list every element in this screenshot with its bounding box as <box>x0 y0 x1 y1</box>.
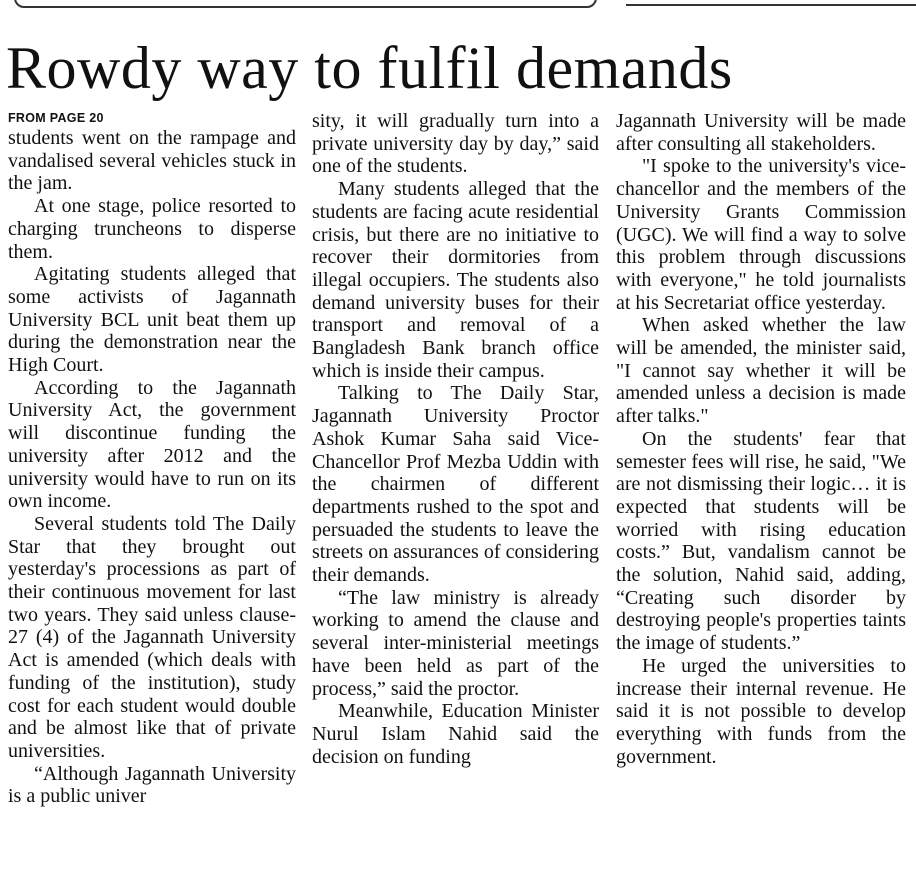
paragraph: Several students told The Daily Star that they brought out yesterday's processions as part of their continuous movement for last two years. They said unless clause-27 (4) of the Jagannath University Act is amended (which deals with funding of the institution), study cost for each student would double and be almost like that of private universities. <box>8 512 296 762</box>
article-column-2 <box>312 110 599 883</box>
paragraph: When asked whether the law will be amended, the minister said, "I cannot say whether it will be amended unless a decision is made after talks." <box>616 314 906 428</box>
paragraph: “Although Jagannath University is a public univer <box>8 762 296 808</box>
article-column-1 <box>8 110 296 883</box>
paragraph: “The law ministry is already working to amend the clause and several inter-ministerial meetings have been held as part of the process,” said the proctor. <box>312 586 599 700</box>
paragraph: Talking to The Daily Star, Jagannath University Proctor Ashok Kumar Saha said Vice-Chancellor Prof Mezba Uddin with the chairmen of different departments rushed to the spot and persuaded the students to leave the streets on assurances of considering their demands. <box>312 382 599 587</box>
paragraph: Agitating students alleged that some activists of Jagannath University BCL unit beat them up during the demonstration near the High Court. <box>8 263 296 377</box>
paragraph: At one stage, police resorted to charging truncheons to disperse them. <box>8 195 296 263</box>
paragraph: sity, it will gradually turn into a private university day by day,” said one of the students. <box>312 110 599 178</box>
paragraph: students went on the rampage and vandalised several vehicles stuck in the jam. <box>8 127 296 195</box>
paragraph: "I spoke to the university's vice-chancellor and the members of the University Grants Commission (UGC). We will find a way to solve this problem through discussions with everyone," he told journalists at his Secretariat office yesterday. <box>616 155 906 314</box>
article-column-3 <box>616 110 906 883</box>
paragraph: According to the Jagannath University Act, the government will discontinue funding the university after 2012 and the university would have to run on its own income. <box>8 376 296 513</box>
headline: Rowdy way to fulfil demands <box>6 35 733 101</box>
paragraph: He urged the universities to increase their internal revenue. He said it is not possible to develop everything with funds from the government. <box>616 654 906 768</box>
paragraph: On the students' fear that semester fees will rise, he said, "We are not dismissing their logic… it is expected that students will be worried with rising education costs.” But, vandalism cannot be the solution, Nahid said, adding, “Creating such disorder by destroying people's properties taints the image of students.” <box>616 427 906 655</box>
paragraph: Meanwhile, Education Minister Nurul Islam Nahid said the decision on funding <box>312 700 599 768</box>
paragraph: Many students alleged that the students are facing acute residential crisis, but there are no initiative to recover their dormitories from illegal occupiers. The students also demand university buses for their transport and removal of a Bangladesh Bank branch office which is inside their campus. <box>312 178 599 382</box>
paragraph: Jagannath University will be made after consulting all stakeholders. <box>616 110 906 155</box>
top-box-border <box>14 0 597 8</box>
jump-label: FROM PAGE 20 <box>8 111 104 125</box>
top-rule <box>626 4 916 6</box>
